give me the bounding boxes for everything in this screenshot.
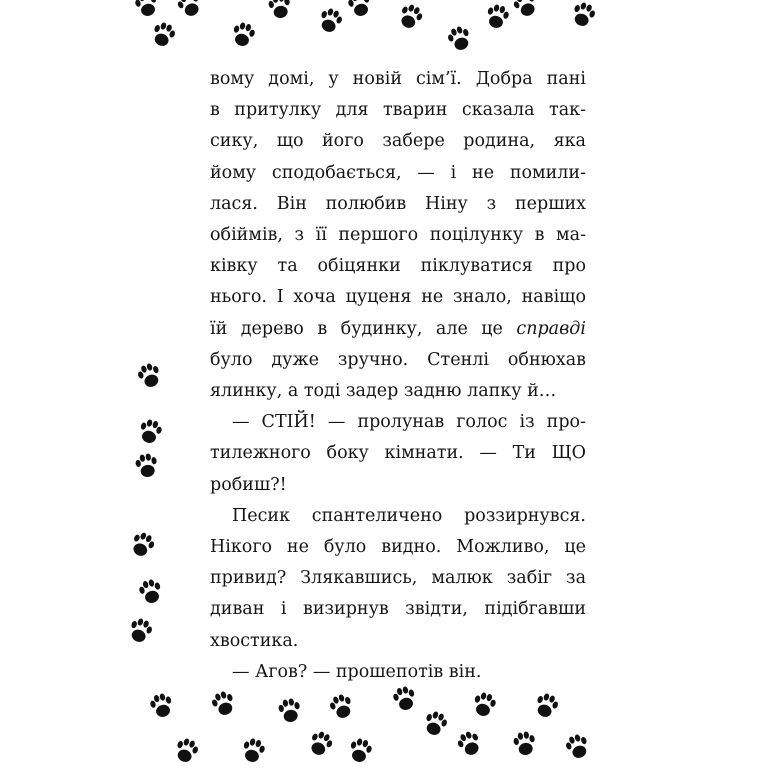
text-line: Песик спантеличено роззирнувся.	[232, 505, 586, 526]
text-line: ялинку, а тоді задер задню лапку й…	[210, 381, 557, 402]
emphasized-word: справді	[516, 318, 586, 339]
text-line: нього. І хоча цуценя не знало, навіщо	[210, 287, 586, 308]
book-page-text	[210, 64, 586, 688]
text-line: сику, що його забере родина, яка	[210, 131, 586, 152]
text-line: — СТІЙ! — пролунав голос із про-	[232, 412, 586, 433]
text-line: обіймів, з її першого поцілунку в ма-	[210, 225, 586, 246]
text-line: ківку та обіцянки піклуватися про	[210, 256, 586, 277]
text-line: лася. Він полюбив Ніну з перших	[210, 193, 586, 214]
text-line: вому домі, у новій сім’ї. Добра пані	[210, 69, 586, 89]
text-line: хвостика.	[210, 630, 299, 651]
text-segment: їй дерево в будинку, але це	[210, 318, 517, 339]
text-line: Нікого не було видно. Можливо, це	[210, 537, 586, 558]
text-line: йому сподобається, — і не помили-	[210, 162, 586, 183]
text-line: тилежного боку кімнати. — Ти ЩО	[210, 443, 586, 464]
text-line: привид? Злякавшись, малюк забіг за	[210, 568, 586, 589]
text-line: в притулку для тварин сказала так-	[210, 100, 586, 121]
text-line: робиш?!	[210, 474, 287, 495]
text-line: — Агов? — прошепотів він.	[232, 661, 482, 682]
text-line: диван і визирнув звідти, підібгавши	[210, 599, 586, 620]
text-line: було дуже зручно. Стенлі обнюхав	[210, 349, 586, 370]
text-line	[210, 314, 586, 345]
